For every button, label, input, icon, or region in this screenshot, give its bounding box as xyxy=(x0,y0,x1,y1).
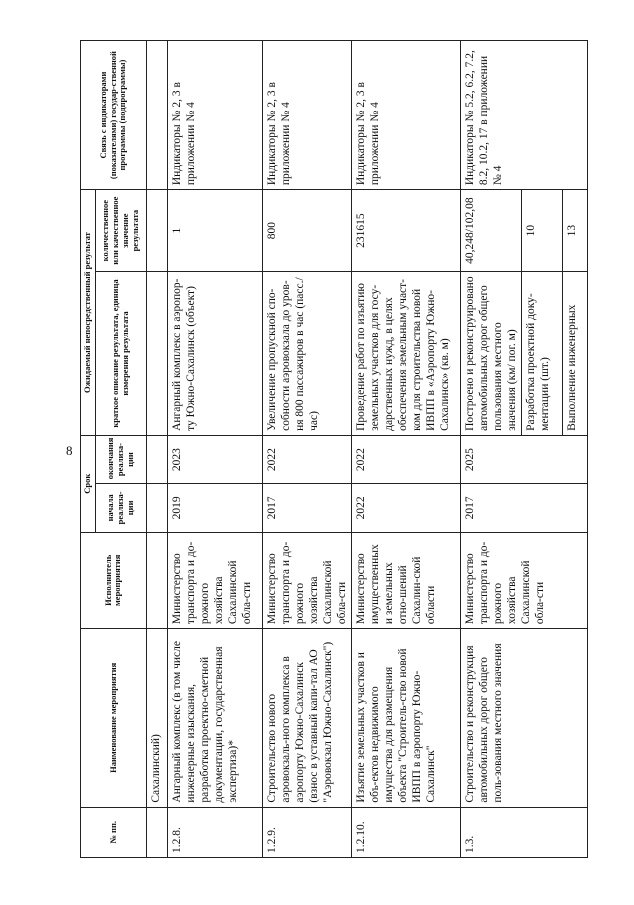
header-exec: Исполнитель мероприятия xyxy=(81,532,147,629)
header-desc: краткое описание результата, единица измерения результата xyxy=(95,272,146,436)
row-name: Ангарный комплекс (в том числе инженерные изыскания, разработка проектно-сметной документации, государственная экспертиза)* xyxy=(167,629,262,808)
row-end: 2023 xyxy=(167,435,262,483)
row-end: 2025 xyxy=(460,435,587,483)
row-num: 1.2.10. xyxy=(351,807,460,857)
row-value: 13 xyxy=(562,190,587,272)
row-num: 1.2.9. xyxy=(262,807,351,857)
row-exec: Министерство транспорта и до-рожного хозяйства Сахалинской обла-сти xyxy=(262,532,351,629)
header-term: Срок xyxy=(81,435,96,532)
row-end xyxy=(146,435,167,483)
row-start: 2019 xyxy=(167,484,262,532)
row-value xyxy=(146,190,167,272)
table-row xyxy=(351,41,460,858)
row-link: Индикаторы № 2, 3 в приложении № 4 xyxy=(167,41,262,190)
row-link: Индикаторы № 5.2, 6.2, 7.2, 8.2, 10.2, 17 в приложении № 4 xyxy=(460,41,587,190)
row-num: 1.2.8. xyxy=(167,807,262,857)
row-link: Индикаторы № 2, 3 в приложении № 4 xyxy=(351,41,460,190)
table-row xyxy=(460,41,521,858)
row-name: Изъятие земельных участков и объ-ектов недвижимого имущества для размещения объекта "Строитель-ство новой ИВПП в аэропорту Южно-Сахалинск" xyxy=(351,629,460,808)
row-value: 40,248/102,08 xyxy=(460,190,521,272)
row-desc: Выполнение инженерных xyxy=(562,272,587,436)
row-desc: Разработка проектной доку-ментации (шт.) xyxy=(521,272,562,436)
row-start: 2017 xyxy=(460,484,587,532)
row-num: 1.3. xyxy=(460,807,587,857)
row-value: 231615 xyxy=(351,190,460,272)
header-result: Ожидаемый непосредственный результат xyxy=(81,190,96,436)
row-exec: Министерство транспорта и до-рожного хозяйства Сахалинской обла-сти xyxy=(460,532,587,629)
header-num: № пп. xyxy=(81,807,147,857)
measures-table xyxy=(80,40,588,858)
row-end: 2022 xyxy=(351,435,460,483)
header-name: Наименование мероприятия xyxy=(81,629,147,808)
row-exec: Министерство имущественных и земельных отно-шений Сахалин-ской области xyxy=(351,532,460,629)
header-link: Связь с индикаторами (показателями) государ-ственной программы (подпрограммы) xyxy=(81,41,147,190)
page-number: 8 xyxy=(66,443,73,458)
row-desc xyxy=(146,272,167,436)
row-name: Сахалинский) xyxy=(146,629,167,808)
row-desc: Построено и реконструировано автомобильных дорог общего пользования местного значения (км/ пог. м) xyxy=(460,272,521,436)
table-row xyxy=(262,41,351,858)
row-name: Строительство и реконструкция автомобильных дорог общего поль-зования местного значения xyxy=(460,629,587,808)
rotated-table-container xyxy=(80,40,600,858)
header-start: начала реализа-ции xyxy=(95,484,146,532)
row-value: 800 xyxy=(262,190,351,272)
row-name: Строительство нового аэровокзаль-ного комплекса в аэропорту Южно-Сахалинск (взнос в уставный капи-тал АО "Аэровокзал Южно-Сахалинск") xyxy=(262,629,351,808)
row-start: 2022 xyxy=(351,484,460,532)
row-start: 2017 xyxy=(262,484,351,532)
row-desc: Ангарный комплекс в аэропор-ту Южно-Сахалинск (объект) xyxy=(167,272,262,436)
row-value: 1 xyxy=(167,190,262,272)
header-row-1 xyxy=(81,41,96,858)
row-num xyxy=(146,807,167,857)
header-value: количественное или качественное значение результата xyxy=(95,190,146,272)
row-link xyxy=(146,41,167,190)
row-exec: Министерство транспорта и до-рожного хозяйства Сахалинской обла-сти xyxy=(167,532,262,629)
row-desc: Проведение работ по изъятию земельных участков для госу-дарственных нужд, в целях обеспечения земельным участ-ком для строительства новой ИВПП в «Аэропорту Южно-Сахалинск» (кв. м) xyxy=(351,272,460,436)
table-row xyxy=(146,41,167,858)
header-end: окончания реализа-ции xyxy=(95,435,146,483)
table-row xyxy=(167,41,262,858)
row-exec xyxy=(146,532,167,629)
row-end: 2022 xyxy=(262,435,351,483)
row-value: 10 xyxy=(521,190,562,272)
row-desc: Увеличение пропускной спо-собности аэровокзала до уров-ня 800 пассажиров в час (пасс./час) xyxy=(262,272,351,436)
row-link: Индикаторы № 2, 3 в приложении № 4 xyxy=(262,41,351,190)
row-start xyxy=(146,484,167,532)
